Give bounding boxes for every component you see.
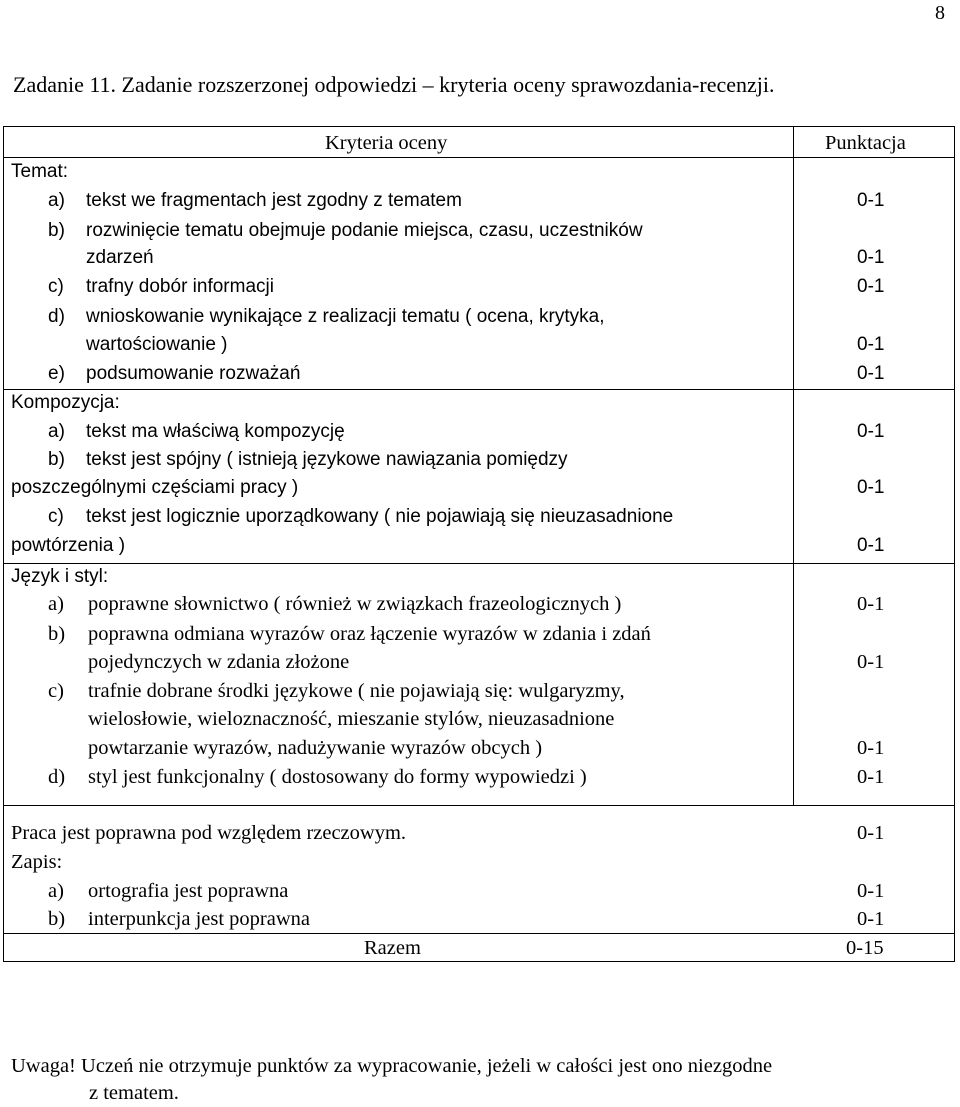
- total-points: 0-15: [846, 937, 884, 959]
- item-text: interpunkcja jest poprawna: [88, 908, 311, 930]
- item-letter: b): [48, 623, 66, 645]
- item-text: poprawne słownictwo ( również w związkach frazeologicznych ): [88, 593, 622, 615]
- item-letter: a): [48, 880, 64, 902]
- section-divider: [4, 389, 954, 390]
- grading-table: [3, 126, 955, 962]
- points-header: Punktacja: [825, 132, 906, 154]
- item-text: trafnie dobrane środki językowe ( nie pojawiają się: wulgaryzmy,: [88, 680, 625, 702]
- item-text: poprawna odmiana wyrazów oraz łączenie wyrazów w zdania i zdań: [88, 623, 651, 645]
- item-text: powtórzenia ): [11, 535, 126, 556]
- criteria-header: Kryteria oceny: [325, 132, 448, 154]
- section-title-kompozycja: Kompozycja:: [11, 392, 120, 413]
- item-letter: d): [48, 306, 65, 327]
- warning-line: z tematem.: [89, 1082, 179, 1104]
- item-points: 0-1: [857, 535, 885, 556]
- section-title-zapis: Zapis:: [11, 851, 63, 873]
- total-divider: [4, 933, 954, 934]
- section-divider: [4, 563, 954, 564]
- item-letter: c): [48, 506, 64, 527]
- item-letter: b): [48, 449, 65, 470]
- item-text: wnioskowanie wynikające z realizacji tematu ( ocena, krytyka,: [86, 306, 605, 327]
- item-points: 0-1: [857, 822, 885, 844]
- column-divider: [793, 127, 794, 805]
- section-title-temat: Temat:: [11, 161, 69, 182]
- item-letter: a): [48, 190, 65, 211]
- item-text: trafny dobór informacji: [86, 276, 274, 297]
- item-points: 0-1: [857, 363, 885, 384]
- factual-correctness: Praca jest poprawna pod względem rzeczowym.: [11, 822, 407, 844]
- section-divider: [4, 805, 954, 806]
- item-points: 0-1: [857, 276, 885, 297]
- warning-line: Uwaga! Uczeń nie otrzymuje punktów za wypracowanie, jeżeli w całości jest ono niezgodne: [11, 1055, 773, 1077]
- item-text: poszczególnymi częściami pracy ): [11, 477, 299, 498]
- item-text: zdarzeń: [86, 247, 154, 268]
- header-divider: [4, 157, 954, 158]
- item-text: tekst jest spójny ( istnieją językowe nawiązania pomiędzy: [86, 449, 568, 470]
- item-text: wielosłowie, wieloznaczność, mieszanie stylów, nieuzasadnione: [88, 708, 615, 730]
- item-text: pojedynczych w zdania złożone: [88, 651, 350, 673]
- item-letter: a): [48, 593, 64, 615]
- item-points: 0-1: [857, 651, 885, 673]
- item-text: ortografia jest poprawna: [88, 880, 289, 902]
- item-points: 0-1: [857, 908, 885, 930]
- item-points: 0-1: [857, 334, 885, 355]
- total-label: Razem: [364, 937, 421, 959]
- item-points: 0-1: [857, 737, 885, 759]
- item-points: 0-1: [857, 593, 885, 615]
- item-letter: a): [48, 421, 65, 442]
- item-letter: c): [48, 276, 64, 297]
- item-text: podsumowanie rozważań: [86, 363, 301, 384]
- item-text: powtarzanie wyrazów, nadużywanie wyrazów obcych ): [88, 737, 543, 759]
- item-letter: b): [48, 908, 66, 930]
- item-points: 0-1: [857, 421, 885, 442]
- item-text: rozwinięcie tematu obejmuje podanie miejsca, czasu, uczestników: [86, 220, 643, 241]
- item-text: tekst jest logicznie uporządkowany ( nie pojawiają się nieuzasadnione: [86, 506, 674, 527]
- task-title: Zadanie 11. Zadanie rozszerzonej odpowiedzi – kryteria oceny sprawozdania-recenzji.: [13, 72, 775, 97]
- item-points: 0-1: [857, 477, 885, 498]
- item-letter: e): [48, 363, 65, 384]
- item-points: 0-1: [857, 880, 885, 902]
- item-points: 0-1: [857, 766, 885, 788]
- item-letter: c): [48, 680, 64, 702]
- warning-note: [11, 1053, 772, 1107]
- item-points: 0-1: [857, 247, 885, 268]
- section-title-jezyk: Język i styl:: [11, 566, 109, 587]
- item-letter: b): [48, 220, 65, 241]
- item-points: 0-1: [857, 190, 885, 211]
- item-text: tekst we fragmentach jest zgodny z tematem: [86, 190, 462, 211]
- page-number: 8: [935, 2, 945, 24]
- item-text: tekst ma właściwą kompozycję: [86, 421, 345, 442]
- item-letter: d): [48, 766, 66, 788]
- item-text: wartościowanie ): [86, 334, 228, 355]
- item-text: styl jest funkcjonalny ( dostosowany do formy wypowiedzi ): [88, 766, 587, 788]
